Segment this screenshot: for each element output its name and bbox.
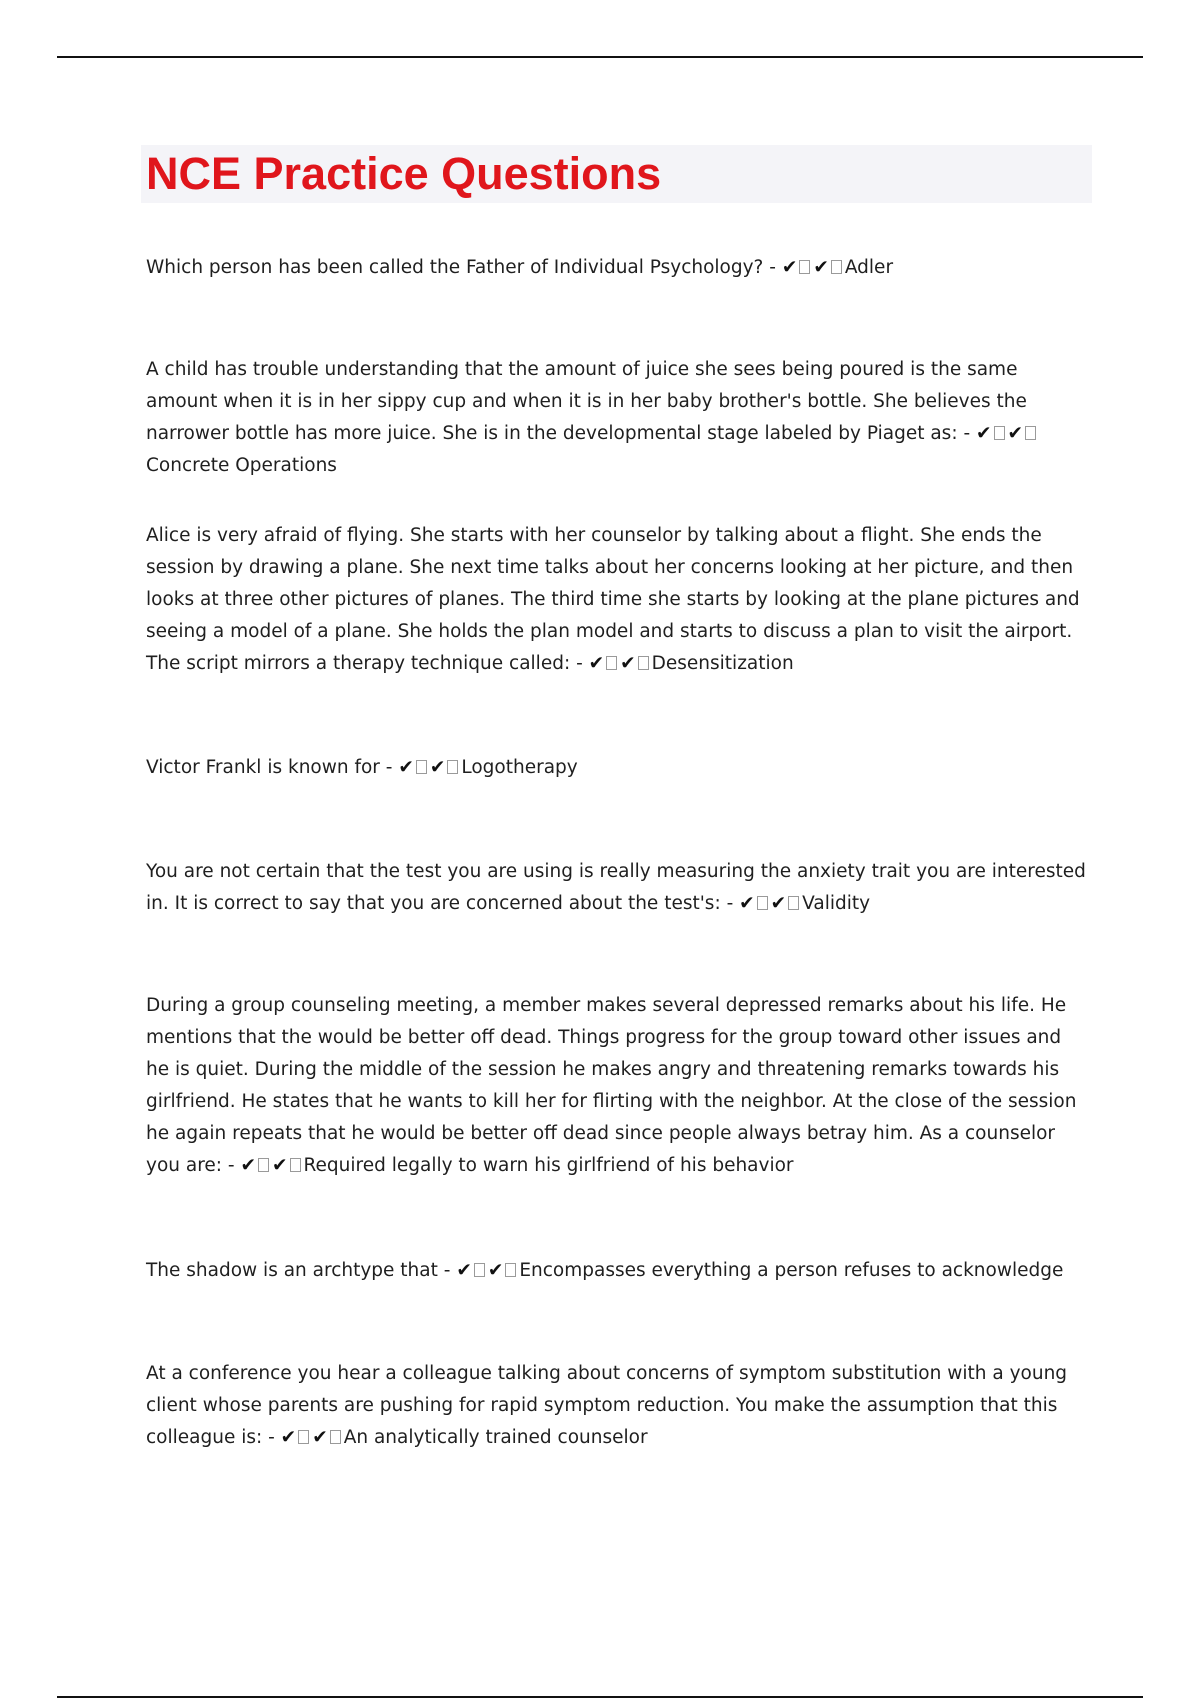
check-icon: ✔ [487, 1260, 504, 1281]
missing-glyph-icon [799, 260, 810, 274]
answer-separator: - [720, 893, 740, 914]
answer-separator: - [570, 653, 589, 674]
question-text: During a group counseling meeting, a member makes several depressed remarks about his life. He mentions that the would be better off dead. Things progress for the group toward other issues and he is quiet. During the middle of the session he makes angry and threatening remarks towards his girlfriend. He states that he wants to kill her for flirting with the neighbor. At the close of the session he again repeats that he would be better off dead since people always betray him. As a counselor you are: [146, 995, 1077, 1176]
missing-glyph-icon [757, 896, 768, 910]
answer-separator: - [763, 257, 782, 278]
answer-text: An analytically trained counselor [343, 1427, 648, 1448]
check-icon: ✔ [976, 423, 992, 444]
missing-glyph-icon [638, 656, 649, 670]
missing-glyph-icon [290, 1158, 301, 1172]
question-text: You are not certain that the test you are using is really measuring the anxiety trait you are interested in. It is correct to say that you are concerned about the test's: [146, 861, 1086, 914]
answer-text: Validity [802, 893, 871, 914]
missing-glyph-icon [606, 656, 617, 670]
missing-glyph-icon [994, 426, 1005, 440]
check-icon: ✔ [456, 1260, 472, 1281]
answer-text: Encompasses everything a person refuses to acknowledge [519, 1260, 1064, 1281]
check-icon: ✔ [240, 1155, 256, 1176]
qa-item [146, 252, 1086, 284]
question-text: Alice is very afraid of flying. She starts with her counselor by talking about a flight. She ends the session by drawing a plane. She next time talks about her concerns looking at her picture, and then looks at three other pictures of planes. The third time she starts by looking at the plane pictures and seeing a model of a plane. She holds the plan model and starts to discuss a plan to visit the airport. The script mirrors a therapy technique called: [146, 525, 1080, 674]
check-icon: ✔ [271, 1155, 288, 1176]
bottom-rule [57, 1696, 1143, 1698]
answer-separator: - [222, 1155, 241, 1176]
missing-glyph-icon [505, 1263, 516, 1277]
qa-item [146, 1358, 1086, 1454]
qa-item [146, 856, 1086, 920]
answer-separator: - [262, 1427, 281, 1448]
answer-separator: - [957, 423, 976, 444]
top-rule [57, 56, 1143, 58]
question-text: A child has trouble understanding that the amount of juice she sees being poured is the same amount when it is in her sippy cup and when it is in her baby brother's bottle. She believes the narrower bottle has more juice. She is in the developmental stage labeled by Piaget as: [146, 359, 1027, 444]
missing-glyph-icon [416, 760, 427, 774]
missing-glyph-icon [258, 1158, 269, 1172]
missing-glyph-icon [330, 1430, 341, 1444]
question-text: Which person has been called the Father of Individual Psychology? [146, 257, 764, 278]
check-icon: ✔ [781, 257, 798, 278]
missing-glyph-icon [298, 1430, 309, 1444]
missing-glyph-icon [474, 1263, 485, 1277]
missing-glyph-icon [447, 760, 458, 774]
check-icon: ✔ [739, 893, 755, 914]
answer-separator: - [379, 757, 399, 778]
check-icon: ✔ [429, 757, 446, 778]
missing-glyph-icon [831, 260, 842, 274]
missing-glyph-icon [788, 896, 799, 910]
check-icon: ✔ [280, 1427, 297, 1448]
qa-item [146, 520, 1086, 680]
check-icon: ✔ [398, 757, 414, 778]
answer-text: Logotherapy [461, 757, 578, 778]
question-text: At a conference you hear a colleague talking about concerns of symptom substitution with a young client whose parents are pushing for rapid symptom reduction. You make the assumption that this colleague is: [146, 1363, 1068, 1448]
answer-text: Desensitization [651, 653, 794, 674]
qa-item [146, 1255, 1086, 1287]
question-text: The shadow is an archtype that [146, 1260, 438, 1281]
check-icon: ✔ [588, 653, 605, 674]
page-title: NCE Practice Questions [146, 148, 662, 199]
check-icon: ✔ [770, 893, 787, 914]
answer-text: Required legally to warn his girlfriend of his behavior [303, 1155, 794, 1176]
missing-glyph-icon [1025, 426, 1036, 440]
check-icon: ✔ [1007, 423, 1024, 444]
question-text: Victor Frankl is known for [146, 757, 380, 778]
qa-item [146, 354, 1086, 482]
check-icon: ✔ [620, 653, 636, 674]
qa-item [146, 752, 1086, 784]
qa-item [146, 990, 1086, 1182]
answer-separator: - [437, 1260, 457, 1281]
answer-text: Adler [844, 257, 894, 278]
check-icon: ✔ [813, 257, 829, 278]
answer-text: Concrete Operations [146, 455, 337, 476]
check-icon: ✔ [312, 1427, 328, 1448]
